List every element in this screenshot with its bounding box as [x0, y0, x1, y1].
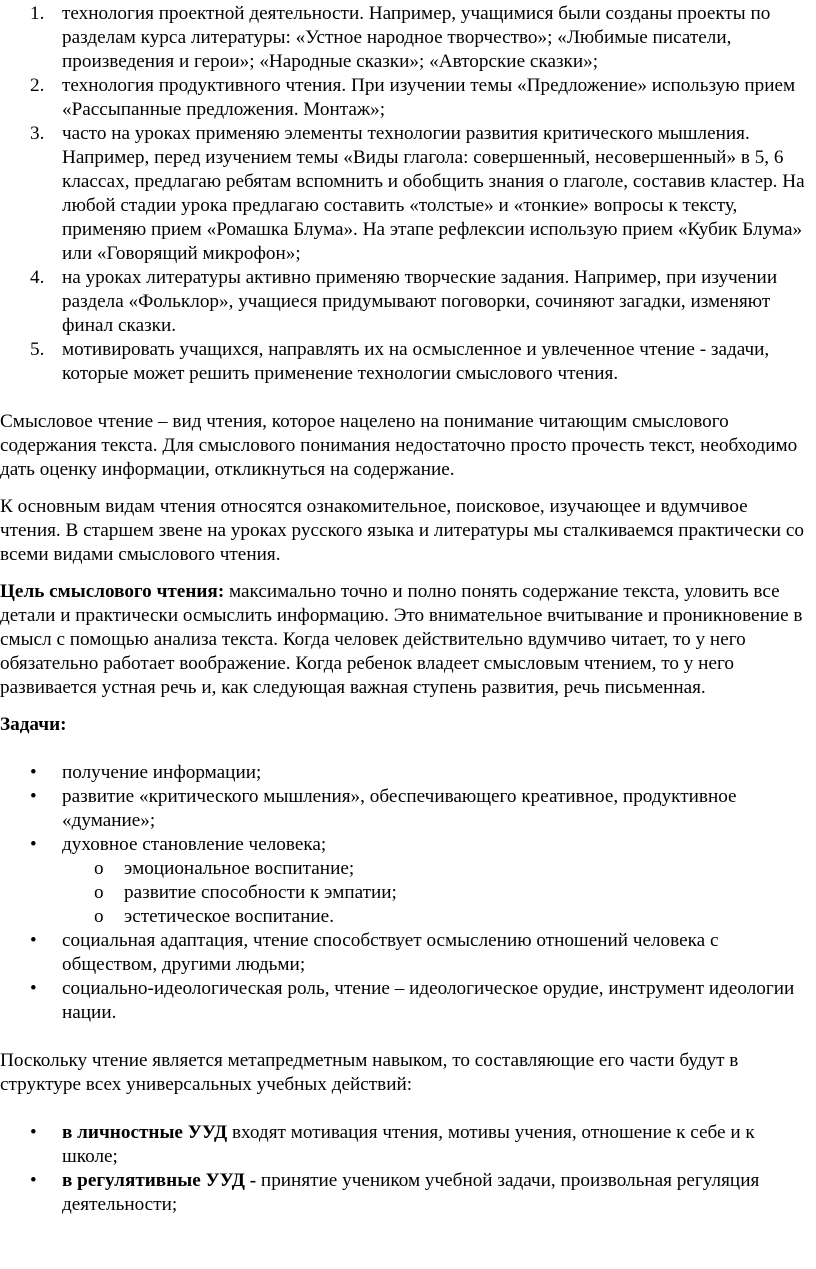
tasks-heading: Задачи:: [0, 714, 67, 735]
list-item: [0, 266, 816, 338]
list-item: [0, 977, 816, 1025]
list-number: 4.: [30, 267, 45, 288]
list-item: [0, 1121, 816, 1169]
numbered-list: [0, 2, 816, 386]
bullet-icon: •: [30, 786, 37, 807]
list-item-text: на уроках литературы активно применяю творческие задания. Например, при изучении раздела «Фольклор», учащиеся придумывают поговорки, сочиняют загадки, изменяют финал сказки.: [62, 267, 778, 336]
sub-list-item: [0, 881, 816, 905]
list-item-text: социальная адаптация, чтение способствует осмыслению отношений человека с обществом, другими людьми;: [62, 930, 719, 975]
list-item-text: мотивировать учащихся, направлять их на осмысленное и увлеченное чтение - задачи, которые может решить применение технологии смыслового чтения.: [62, 339, 770, 384]
list-number: 2.: [30, 75, 45, 96]
sub-list-item: [0, 905, 816, 929]
paragraph-goal: [0, 580, 816, 700]
paragraph-metasubject: Поскольку чтение является метапредметным навыком, то составляющие его части будут в структуре всех универсальных учебных действий:: [0, 1050, 739, 1095]
list-item-text: социально-идеологическая роль, чтение – идеологическое орудие, инструмент идеологии нации.: [62, 978, 795, 1023]
uud-text: входят мотивация чтения, мотивы учения, отношение к себе и к школе;: [62, 1122, 755, 1167]
uud-text: принятие учеником учебной задачи, произвольная регуляция деятельности;: [62, 1170, 760, 1215]
goal-text: максимально точно и полно понять содержание текста, уловить все детали и практически осмыслить информацию. Это внимательное вчитывание и проникновение в смысл с помощью анализа текста. Когда человек действительно вдумчиво читает, то у него обязательно работает воображение. Когда ребенок владеет смысловым чтением, то у него развивается устная речь и, как следующая важная ступень развития, речь письменная.: [0, 581, 803, 698]
list-item: [0, 122, 816, 266]
circle-bullet-icon: o: [94, 906, 104, 927]
circle-bullet-icon: o: [94, 858, 104, 879]
list-number: 5.: [30, 339, 45, 360]
bullet-icon: •: [30, 834, 37, 855]
list-item-text: развитие «критического мышления», обеспечивающего креативное, продуктивное «думание»;: [62, 786, 737, 831]
sub-list-item: [0, 857, 816, 881]
uud-label: в регулятивные УУД -: [62, 1170, 257, 1191]
list-item-text: духовное становление человека;: [62, 834, 327, 855]
bullet-icon: •: [30, 1170, 37, 1191]
list-item: [0, 929, 816, 977]
list-item-text: получение информации;: [62, 762, 262, 783]
uud-label: в личностные УУД: [62, 1122, 228, 1143]
document-page: [0, 2, 816, 1269]
list-item: [0, 833, 816, 857]
goal-label: Цель смыслового чтения:: [0, 581, 225, 602]
bullet-icon: •: [30, 1122, 37, 1143]
paragraph-definition: Смысловое чтение – вид чтения, которое нацелено на понимание читающим смыслового содержания текста. Для смыслового понимания недостаточно просто прочесть текст, необходимо дать оценку информации, откликнуться на содержание.: [0, 411, 798, 480]
list-item-text: технология проектной деятельности. Например, учащимися были созданы проекты по разделам курса литературы: «Устное народное творчество»; «Любимые писатели, произведения и герои»; «Народные сказки»; «Авторские сказки»;: [62, 3, 771, 72]
sub-list-item-text: эмоциональное воспитание;: [124, 858, 355, 879]
bullet-icon: •: [30, 930, 37, 951]
list-item: [0, 785, 816, 833]
list-number: 1.: [30, 3, 45, 24]
uud-list: [0, 1121, 816, 1217]
circle-bullet-icon: o: [94, 882, 104, 903]
list-item: [0, 761, 816, 785]
sub-list-item-text: эстетическое воспитание.: [124, 906, 334, 927]
bullet-icon: •: [30, 762, 37, 783]
bullet-icon: •: [30, 978, 37, 999]
tasks-list: [0, 761, 816, 1025]
list-item: [0, 74, 816, 122]
list-item-text: технология продуктивного чтения. При изучении темы «Предложение» использую прием «Рассыпанные предложения. Монтаж»;: [62, 75, 796, 120]
list-item: [0, 1169, 816, 1217]
list-item-text: часто на уроках применяю элементы технологии развития критического мышления. Например, перед изучением темы «Виды глагола: совершенный, несовершенный» в 5, 6 классах, предлагаю ребятам вспомнить и обобщить знания о глаголе, составив кластер. На любой стадии урока предлагаю составить «толстые» и «тонкие» вопросы к тексту, применяю прием «Ромашка Блума». На этапе рефлексии использую прием «Кубик Блума» или «Говорящий микрофон»;: [62, 123, 805, 264]
sub-list-item-text: развитие способности к эмпатии;: [124, 882, 397, 903]
list-number: 3.: [30, 123, 45, 144]
list-item: [0, 338, 816, 386]
paragraph-reading-types: К основным видам чтения относятся ознакомительное, поисковое, изучающее и вдумчивое чтения. В старшем звене на уроках русского языка и литературы мы сталкиваемся практически со всеми видами смыслового чтения.: [0, 496, 804, 565]
list-item: [0, 2, 816, 74]
